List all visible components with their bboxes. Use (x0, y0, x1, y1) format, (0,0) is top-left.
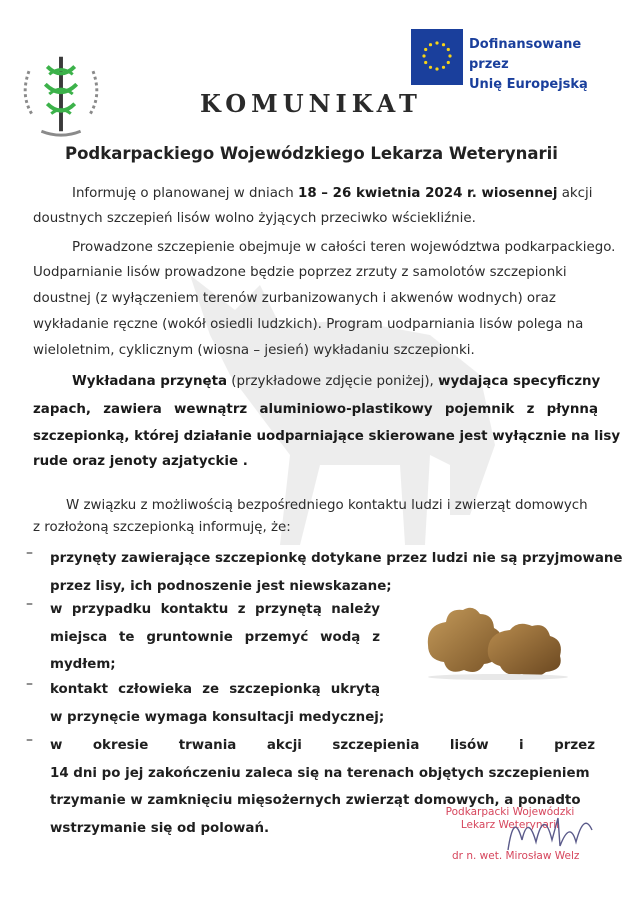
intro-text-a: Informuję o planowanej w dniach (72, 186, 298, 201)
para2-line-5: wieloletnim, cyklicznym (wiosna – jesień) wykładaniu szczepionki. (33, 343, 475, 358)
signatory-name: dr n. wet. Mirosław Welz (452, 850, 580, 862)
bullet-4-line-2: 14 dni po jej zakończeniu zaleca się na terenach objętych szczepieniem (50, 765, 590, 781)
para3-bold: szczepionką, której (33, 429, 184, 444)
bullet-dash-1: – (26, 545, 33, 561)
bullet-4-line-4: wstrzymanie się od polowań. (50, 820, 270, 836)
bullet-2 (50, 596, 380, 679)
handwritten-signature (500, 800, 600, 864)
eu-funding-text (469, 35, 616, 95)
para3-line-4: rude oraz jenoty azjatyckie . (33, 454, 248, 469)
stamp-line-2: Lekarz Weterynarii (460, 819, 560, 831)
para4-line-2: z rozłożoną szczepionką informuję, że: (33, 520, 291, 535)
bait-label: Wykładana przynęta (72, 374, 228, 389)
eu-line-1: Dofinansowane przez (469, 37, 582, 72)
bullet-1 (50, 545, 623, 600)
bullet-2-line-2: miejsca te gruntownie przemyć wodą z (50, 629, 380, 645)
para3-bold: wewnątrz aluminiowo-plastikowy pojemnik z płynną (174, 402, 598, 417)
bullet-dash-2: – (26, 596, 33, 612)
page-title: KOMUNIKAT (200, 89, 422, 118)
intro-line-1 (72, 182, 592, 206)
intro-line-2: doustnych szczepień lisów wolno żyjących przeciwko wściekliźnie. (33, 211, 476, 226)
bullet-dash-3: – (26, 676, 33, 692)
bullet-2-line-3: mydłem; (50, 657, 116, 672)
para3-line-3 (33, 425, 621, 449)
bullet-1-line-1: przynęty zawierające szczepionkę dotykane przez ludzi nie są przyjmowane (50, 551, 623, 566)
stamp-line-1: Podkarpacki Wojewódzki (445, 806, 575, 818)
eu-line-2: Unię Europejską (469, 77, 588, 92)
bullet-4-line-1: w okresie trwania akcji szczepienia lisów i przez (50, 738, 595, 753)
para3-text: (przykładowe zdjęcie poniżej), (227, 374, 439, 389)
eu-flag-icon (411, 29, 463, 85)
para2-line-2: Uodparnianie lisów prowadzone będzie poprzez zrzuty z samolotów szczepionki (33, 265, 567, 280)
page-subtitle: Podkarpackiego Wojewódzkiego Lekarza Weterynarii (65, 144, 558, 163)
bullet-2-line-1: w przypadku kontaktu z przynętą należy (50, 602, 380, 617)
para2-line-3: doustnej (z wyłączeniem terenów zurbanizowanych i akwenów wodnych) oraz (33, 291, 556, 306)
para3-line-1 (72, 370, 601, 394)
eu-funding-logo (411, 29, 616, 92)
para2-line-1: Prowadzone szczepienie obejmuje w całości teren województwa podkarpackiego. (72, 240, 616, 255)
bullet-1-line-2: przez lisy, ich podnoszenie jest niewskazane; (50, 578, 392, 594)
para3-bold: wydająca specyficzny (438, 374, 601, 389)
bait-photo (418, 600, 578, 680)
para3-bold: zapach, zawiera (33, 402, 175, 417)
para3-bold: działanie uodparniające skierowane jest wyłącznie na lisy (183, 429, 621, 444)
bullet-4-line-3: trzymanie w zamknięciu mięsożernych zwierząt domowych, a ponadto (50, 793, 581, 808)
bullet-3 (50, 676, 385, 731)
bullet-3-line-1: kontakt człowieka ze szczepionką ukrytą (50, 682, 380, 697)
bullet-3-line-2: w przynęcie wymaga konsultacji medycznej; (50, 709, 385, 725)
para2-line-4: wykładanie ręczne (wokół osiedli ludzkich). Program uodparniania lisów polega na (33, 317, 584, 332)
bullet-dash-4: – (26, 732, 33, 748)
campaign-dates: 18 – 26 kwietnia 2024 r. wiosennej (298, 186, 558, 201)
para4-line-1: W związku z możliwością bezpośredniego kontaktu ludzi i zwierząt domowych (66, 498, 588, 513)
para3-line-2 (33, 398, 598, 422)
intro-text-b: akcji (557, 186, 593, 201)
veterinary-logo (12, 45, 110, 143)
